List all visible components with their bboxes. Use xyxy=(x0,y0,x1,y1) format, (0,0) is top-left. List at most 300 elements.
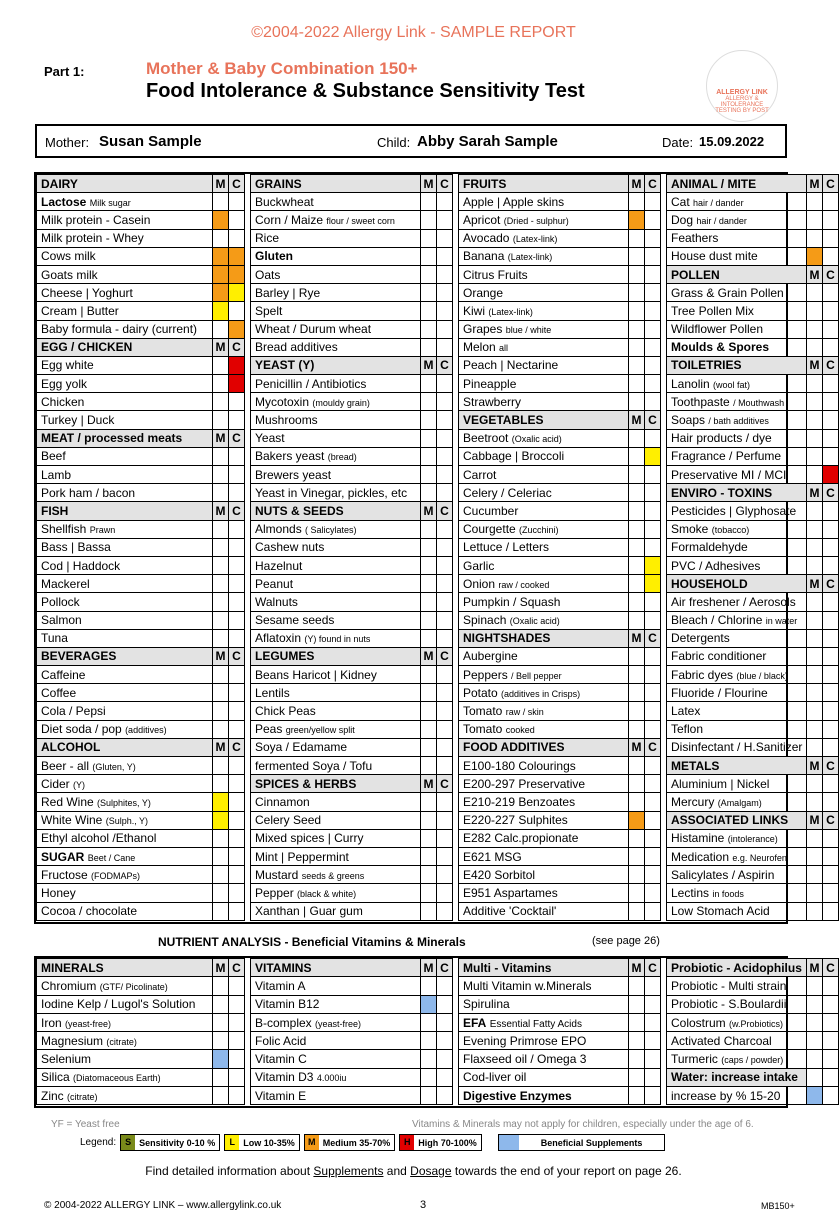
result-cell-c xyxy=(437,411,453,429)
table-row xyxy=(37,375,839,393)
result-cell-c xyxy=(823,375,839,393)
table-row xyxy=(37,556,839,574)
section-header: FRUITS xyxy=(459,175,629,193)
section-header: NUTS & SEEDS xyxy=(251,502,421,520)
result-cell-m xyxy=(421,484,437,502)
result-cell-c xyxy=(229,611,245,629)
col-header-c: C xyxy=(823,757,839,775)
item-name: Zinc (citrate) xyxy=(37,1087,213,1105)
result-cell-m xyxy=(421,811,437,829)
col-header-m: M xyxy=(421,775,437,793)
col-header-c: C xyxy=(823,575,839,593)
item-name: Colostrum (w.Probiotics) xyxy=(667,1013,807,1031)
item-name: PVC / Adhesives xyxy=(667,556,807,574)
result-cell-m xyxy=(213,593,229,611)
item-name: Vitamin E xyxy=(251,1087,421,1105)
result-cell-m xyxy=(421,429,437,447)
result-cell-m xyxy=(421,684,437,702)
legend-text: Sensitivity 0-10 % xyxy=(139,1137,216,1148)
result-cell-m xyxy=(807,1087,823,1105)
item-name: Hair products / dye xyxy=(667,429,807,447)
result-cell-c xyxy=(823,611,839,629)
col-header-m: M xyxy=(213,175,229,193)
result-cell-c xyxy=(229,793,245,811)
result-cell-m xyxy=(421,211,437,229)
col-header-m: M xyxy=(213,338,229,356)
result-cell-c xyxy=(823,466,839,484)
item-name: Banana (Latex-link) xyxy=(459,247,629,265)
item-name: Iron (yeast-free) xyxy=(37,1013,213,1031)
result-cell-m xyxy=(421,1013,437,1031)
result-cell-c xyxy=(437,1068,453,1086)
result-cell-c xyxy=(823,429,839,447)
result-cell-c xyxy=(645,338,661,356)
result-cell-c xyxy=(823,902,839,920)
result-cell-m xyxy=(629,520,645,538)
result-cell-c xyxy=(823,647,839,665)
result-cell-c xyxy=(229,702,245,720)
section-header: ALCOHOL xyxy=(37,738,213,756)
result-cell-c xyxy=(823,411,839,429)
result-cell-m xyxy=(807,611,823,629)
result-cell-m xyxy=(421,375,437,393)
result-cell-c xyxy=(645,229,661,247)
result-cell-m xyxy=(629,1087,645,1105)
item-name: Pineapple xyxy=(459,375,629,393)
result-cell-c xyxy=(823,284,839,302)
result-cell-c xyxy=(229,466,245,484)
result-cell-m xyxy=(421,611,437,629)
result-cell-c xyxy=(645,193,661,211)
result-cell-m xyxy=(213,629,229,647)
result-cell-m xyxy=(421,284,437,302)
result-cell-c xyxy=(823,193,839,211)
result-cell-m xyxy=(629,1013,645,1031)
item-name: E951 Aspartames xyxy=(459,884,629,902)
table-row xyxy=(37,356,839,374)
col-header-m: M xyxy=(629,411,645,429)
result-cell-c xyxy=(645,284,661,302)
item-name: Vitamin D3 4.000iu xyxy=(251,1068,421,1086)
legend-item xyxy=(498,1134,666,1151)
result-cell-c xyxy=(823,829,839,847)
result-cell-m xyxy=(213,447,229,465)
table-row xyxy=(37,1050,839,1068)
result-cell-c xyxy=(229,193,245,211)
result-cell-m xyxy=(807,884,823,902)
item-name: Pork ham / bacon xyxy=(37,484,213,502)
item-name: Cat hair / dander xyxy=(667,193,807,211)
result-cell-c xyxy=(229,1068,245,1086)
result-cell-m xyxy=(807,375,823,393)
item-name: Grapes blue / white xyxy=(459,320,629,338)
table-row xyxy=(37,247,839,265)
result-cell-c xyxy=(229,847,245,865)
item-name: increase by % 15-20 xyxy=(667,1087,807,1105)
legend-swatch xyxy=(499,1135,519,1150)
item-name: Buckwheat xyxy=(251,193,421,211)
result-cell-m xyxy=(807,284,823,302)
item-name: Penicillin / Antibiotics xyxy=(251,375,421,393)
result-cell-c xyxy=(229,1050,245,1068)
item-name: Cider (Y) xyxy=(37,775,213,793)
result-cell-m xyxy=(629,265,645,283)
result-cell-m xyxy=(629,647,645,665)
item-name: Disinfectant / H.Sanitizer xyxy=(667,738,807,756)
result-cell-c xyxy=(823,977,839,995)
result-cell-c xyxy=(437,429,453,447)
result-cell-m xyxy=(807,977,823,995)
mother-label: Mother: xyxy=(45,135,90,150)
legend-text: Beneficial Supplements xyxy=(540,1137,643,1148)
col-header-c: C xyxy=(645,175,661,193)
result-cell-m xyxy=(213,229,229,247)
legend-item xyxy=(399,1134,482,1151)
result-cell-m xyxy=(807,1068,823,1086)
item-name: Barley | Rye xyxy=(251,284,421,302)
item-name: Chicken xyxy=(37,393,213,411)
result-cell-m xyxy=(213,775,229,793)
item-name: Strawberry xyxy=(459,393,629,411)
item-name: Milk protein - Casein xyxy=(37,211,213,229)
result-cell-m xyxy=(421,977,437,995)
result-cell-m xyxy=(629,247,645,265)
result-cell-c xyxy=(437,320,453,338)
item-name: Rice xyxy=(251,229,421,247)
item-name: Peppers / Bell pepper xyxy=(459,666,629,684)
item-name: Avocado (Latex-link) xyxy=(459,229,629,247)
col-header-c: C xyxy=(645,629,661,647)
result-cell-c xyxy=(229,884,245,902)
item-name: Bread additives xyxy=(251,338,421,356)
item-name: Gluten xyxy=(251,247,421,265)
table-row xyxy=(37,995,839,1013)
result-cell-c xyxy=(823,593,839,611)
col-header-m: M xyxy=(213,647,229,665)
result-cell-m xyxy=(629,556,645,574)
result-cell-m xyxy=(213,284,229,302)
result-cell-c xyxy=(437,1087,453,1105)
table-row xyxy=(37,393,839,411)
result-cell-c xyxy=(823,1032,839,1050)
result-cell-c xyxy=(229,757,245,775)
item-name: Medication e.g. Neurofen xyxy=(667,847,807,865)
item-name: Beef xyxy=(37,447,213,465)
section-header: YEAST (Y) xyxy=(251,356,421,374)
result-cell-c xyxy=(437,811,453,829)
item-name: Lentils xyxy=(251,684,421,702)
result-cell-m xyxy=(629,793,645,811)
col-header-c: C xyxy=(823,959,839,977)
col-header-m: M xyxy=(807,757,823,775)
table-row xyxy=(37,757,839,775)
item-name: Milk protein - Whey xyxy=(37,229,213,247)
result-cell-c xyxy=(229,375,245,393)
legend-item xyxy=(224,1134,300,1151)
result-cell-c xyxy=(645,393,661,411)
item-name: Vitamin B12 xyxy=(251,995,421,1013)
col-header-m: M xyxy=(807,484,823,502)
result-cell-m xyxy=(807,320,823,338)
result-cell-m xyxy=(421,411,437,429)
item-name: Beetroot (Oxalic acid) xyxy=(459,429,629,447)
result-cell-c xyxy=(823,793,839,811)
item-name: Spinach (Oxalic acid) xyxy=(459,611,629,629)
result-cell-c xyxy=(645,466,661,484)
item-name: Latex xyxy=(667,702,807,720)
result-cell-m xyxy=(421,666,437,684)
item-name: Yeast xyxy=(251,429,421,447)
item-name: Grass & Grain Pollen xyxy=(667,284,807,302)
col-header-c: C xyxy=(823,811,839,829)
result-cell-c xyxy=(823,1087,839,1105)
supplements-link[interactable]: Supplements xyxy=(313,1164,384,1178)
result-cell-c xyxy=(645,447,661,465)
report-banner: ©2004-2022 Allergy Link - SAMPLE REPORT xyxy=(251,24,576,41)
table-row xyxy=(37,593,839,611)
item-name: Moulds & Spores xyxy=(667,338,807,356)
result-cell-c xyxy=(823,447,839,465)
item-name: Lamb xyxy=(37,466,213,484)
table-row xyxy=(37,484,839,502)
result-cell-m xyxy=(807,847,823,865)
result-cell-m xyxy=(629,302,645,320)
item-name: Vitamin A xyxy=(251,977,421,995)
legend xyxy=(80,1134,665,1151)
result-cell-c xyxy=(437,338,453,356)
col-header-c: C xyxy=(823,356,839,374)
result-cell-c xyxy=(823,247,839,265)
result-cell-c xyxy=(823,1013,839,1031)
result-cell-c xyxy=(645,647,661,665)
result-cell-c xyxy=(437,593,453,611)
date-label: Date: xyxy=(662,135,694,150)
result-cell-c xyxy=(823,702,839,720)
result-cell-c xyxy=(645,847,661,865)
table-row xyxy=(37,977,839,995)
result-cell-m xyxy=(629,995,645,1013)
col-header-c: C xyxy=(437,647,453,665)
item-name: Goats milk xyxy=(37,265,213,283)
item-name: Oats xyxy=(251,265,421,283)
item-name: Honey xyxy=(37,884,213,902)
item-name: Fluoride / Flourine xyxy=(667,684,807,702)
result-cell-m xyxy=(421,757,437,775)
item-name: Turkey | Duck xyxy=(37,411,213,429)
legend-swatch: H xyxy=(400,1135,414,1150)
item-name: Digestive Enzymes xyxy=(459,1087,629,1105)
item-name: Tree Pollen Mix xyxy=(667,302,807,320)
result-cell-m xyxy=(629,811,645,829)
result-cell-c xyxy=(823,1050,839,1068)
section-header: METALS xyxy=(667,757,807,775)
result-cell-c xyxy=(229,593,245,611)
result-cell-m xyxy=(421,995,437,1013)
result-cell-m xyxy=(213,811,229,829)
item-name: Preservative MI / MCI xyxy=(667,466,807,484)
section-header: FOOD ADDITIVES xyxy=(459,738,629,756)
result-cell-m xyxy=(421,1068,437,1086)
col-header-c: C xyxy=(229,338,245,356)
result-cell-m xyxy=(629,1050,645,1068)
item-name: Sesame seeds xyxy=(251,611,421,629)
result-cell-c xyxy=(645,302,661,320)
result-cell-m xyxy=(629,211,645,229)
item-name: Additive 'Cocktail' xyxy=(459,902,629,920)
result-cell-c xyxy=(645,995,661,1013)
result-cell-m xyxy=(629,902,645,920)
nutrient-table xyxy=(36,958,839,1105)
result-cell-m xyxy=(421,320,437,338)
result-cell-m xyxy=(629,757,645,775)
result-cell-c xyxy=(229,520,245,538)
table-row xyxy=(37,884,839,902)
item-name: Celery Seed xyxy=(251,811,421,829)
table-row xyxy=(37,775,839,793)
col-header-m: M xyxy=(213,429,229,447)
result-cell-c xyxy=(645,375,661,393)
result-cell-m xyxy=(629,393,645,411)
section-header: TOILETRIES xyxy=(667,356,807,374)
result-cell-m xyxy=(629,466,645,484)
result-cell-c xyxy=(645,247,661,265)
result-cell-m xyxy=(213,847,229,865)
item-name: Citrus Fruits xyxy=(459,265,629,283)
item-name: E621 MSG xyxy=(459,847,629,865)
result-cell-c xyxy=(645,320,661,338)
legend-item xyxy=(304,1134,396,1151)
result-cell-c xyxy=(823,320,839,338)
result-cell-m xyxy=(629,229,645,247)
col-header-m: M xyxy=(213,959,229,977)
table-row xyxy=(37,847,839,865)
col-header-c: C xyxy=(229,647,245,665)
result-cell-m xyxy=(807,720,823,738)
result-cell-m xyxy=(213,247,229,265)
result-cell-c xyxy=(437,847,453,865)
result-cell-c xyxy=(645,977,661,995)
item-name: Evening Primrose EPO xyxy=(459,1032,629,1050)
result-cell-c xyxy=(645,484,661,502)
result-cell-m xyxy=(807,666,823,684)
result-cell-c xyxy=(437,466,453,484)
col-header-c: C xyxy=(823,175,839,193)
result-cell-m xyxy=(629,884,645,902)
table-row xyxy=(37,902,839,920)
result-cell-m xyxy=(629,977,645,995)
result-cell-m xyxy=(421,193,437,211)
result-cell-m xyxy=(807,193,823,211)
item-name: Peas green/yellow split xyxy=(251,720,421,738)
result-cell-m xyxy=(629,702,645,720)
section-header: EGG / CHICKEN xyxy=(37,338,213,356)
result-cell-m xyxy=(213,1050,229,1068)
item-name: E200-297 Preservative xyxy=(459,775,629,793)
result-cell-c xyxy=(229,866,245,884)
nutrient-page-ref: (see page 26) xyxy=(592,935,660,947)
section-header: SPICES & HERBS xyxy=(251,775,421,793)
result-cell-c xyxy=(437,556,453,574)
col-header-c: C xyxy=(437,775,453,793)
result-cell-m xyxy=(213,320,229,338)
item-name: Cod | Haddock xyxy=(37,556,213,574)
result-cell-c xyxy=(229,1032,245,1050)
result-cell-m xyxy=(421,1050,437,1068)
item-name: Celery / Celeriac xyxy=(459,484,629,502)
item-name: Hazelnut xyxy=(251,556,421,574)
result-cell-m xyxy=(421,629,437,647)
result-cell-c xyxy=(645,1068,661,1086)
item-name: Fabric dyes (blue / black) xyxy=(667,666,807,684)
table-row xyxy=(37,538,839,556)
result-cell-c xyxy=(229,302,245,320)
result-cell-m xyxy=(213,611,229,629)
vitamin-note: Vitamins & Minerals may not apply for children, especially under the age of 6. xyxy=(412,1119,754,1130)
result-cell-m xyxy=(807,393,823,411)
col-header-c: C xyxy=(437,502,453,520)
report-subtitle: Mother & Baby Combination 150+ xyxy=(146,59,418,78)
result-cell-c xyxy=(823,995,839,1013)
result-cell-c xyxy=(437,484,453,502)
item-name: Red Wine (Sulphites, Y) xyxy=(37,793,213,811)
result-cell-c xyxy=(437,720,453,738)
result-cell-c xyxy=(823,338,839,356)
result-cell-m xyxy=(807,629,823,647)
result-cell-m xyxy=(213,575,229,593)
result-cell-m xyxy=(807,793,823,811)
item-name: Ethyl alcohol /Ethanol xyxy=(37,829,213,847)
result-cell-m xyxy=(421,847,437,865)
item-name: Turmeric (caps / powder) xyxy=(667,1050,807,1068)
item-name: Aluminium | Nickel xyxy=(667,775,807,793)
result-cell-m xyxy=(213,1013,229,1031)
result-cell-m xyxy=(421,1087,437,1105)
result-cell-c xyxy=(437,1032,453,1050)
item-name: Cod-liver oil xyxy=(459,1068,629,1086)
result-cell-c xyxy=(823,720,839,738)
result-cell-m xyxy=(421,1032,437,1050)
col-header-m: M xyxy=(807,356,823,374)
table-row xyxy=(37,1087,839,1105)
result-cell-m xyxy=(629,375,645,393)
col-header-c: C xyxy=(645,738,661,756)
child-name: Abby Sarah Sample xyxy=(417,133,558,150)
item-name: Pollock xyxy=(37,593,213,611)
item-name: Cashew nuts xyxy=(251,538,421,556)
item-name: Wildflower Pollen xyxy=(667,320,807,338)
result-cell-m xyxy=(807,429,823,447)
table-row xyxy=(37,175,839,193)
result-cell-m xyxy=(213,302,229,320)
item-name: Tomato cooked xyxy=(459,720,629,738)
section-header: HOUSEHOLD xyxy=(667,575,807,593)
item-name: Bleach / Chlorine in water xyxy=(667,611,807,629)
item-name: Lettuce / Letters xyxy=(459,538,629,556)
table-row xyxy=(37,1068,839,1086)
result-cell-c xyxy=(437,793,453,811)
result-cell-c xyxy=(645,811,661,829)
item-name: Fructose (FODMAPs) xyxy=(37,866,213,884)
result-cell-m xyxy=(421,393,437,411)
dosage-link[interactable]: Dosage xyxy=(410,1164,452,1178)
item-name: Almonds ( Salicylates) xyxy=(251,520,421,538)
result-cell-m xyxy=(421,302,437,320)
result-cell-c xyxy=(229,666,245,684)
col-header-m: M xyxy=(421,356,437,374)
item-name: Orange xyxy=(459,284,629,302)
section-header: GRAINS xyxy=(251,175,421,193)
result-cell-c xyxy=(229,320,245,338)
